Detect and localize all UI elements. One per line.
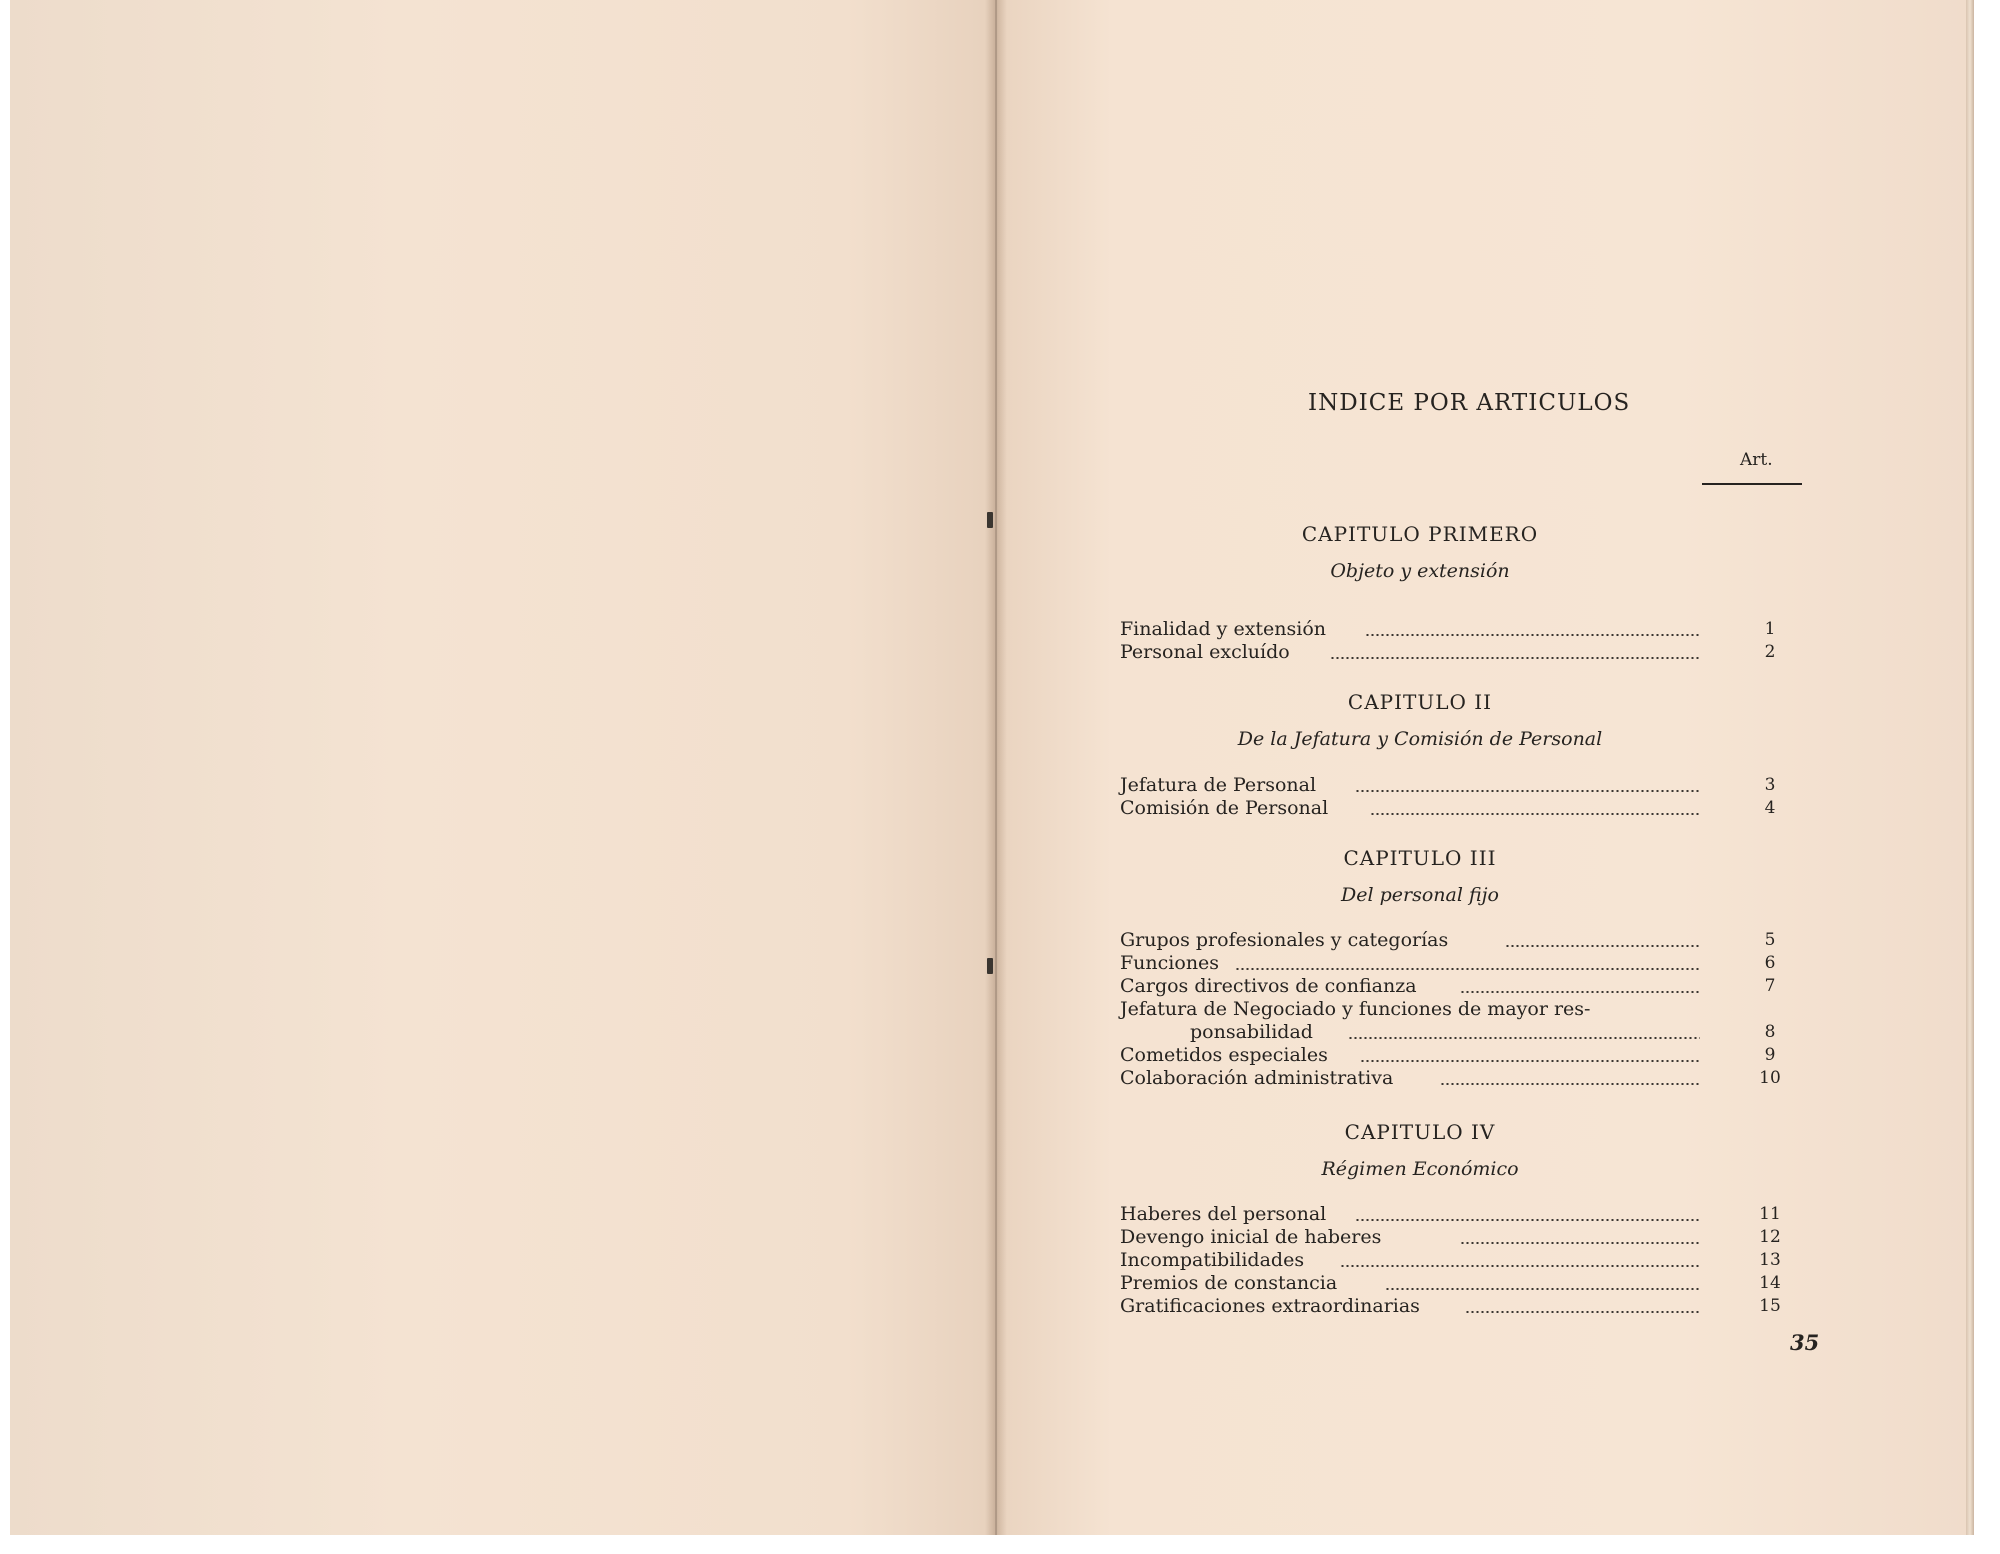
index-entry[interactable] bbox=[1120, 975, 1820, 998]
index-entry[interactable] bbox=[1120, 929, 1820, 952]
entry-list bbox=[1120, 929, 1820, 1090]
article-number: 1 bbox=[1764, 619, 1776, 639]
index-entry[interactable] bbox=[1120, 1249, 1820, 1272]
chapter-subtitle: Régimen Económico bbox=[1321, 1158, 1519, 1180]
index-entry[interactable] bbox=[1120, 1203, 1820, 1226]
left-page-blank bbox=[10, 0, 995, 1535]
entry-text: Colaboración administrativa bbox=[1120, 1067, 1394, 1089]
leader-dots bbox=[1330, 657, 1700, 659]
chapter-heading bbox=[1120, 846, 1720, 906]
article-number: 2 bbox=[1764, 642, 1776, 662]
index-entry[interactable] bbox=[1120, 1272, 1820, 1295]
leader-dots bbox=[1340, 1265, 1700, 1267]
chapter-subtitle: De la Jefatura y Comisión de Personal bbox=[1237, 728, 1603, 750]
entry-text: Incompatibilidades bbox=[1120, 1249, 1305, 1271]
article-column-rule bbox=[1702, 483, 1802, 485]
leader-dots bbox=[1370, 813, 1700, 815]
chapter-title: CAPITULO PRIMERO bbox=[1301, 522, 1539, 546]
article-column-label: Art. bbox=[1740, 450, 1773, 470]
leader-dots bbox=[1235, 968, 1700, 970]
chapter-title: CAPITULO III bbox=[1343, 846, 1497, 870]
article-number: 15 bbox=[1759, 1296, 1781, 1316]
staple bbox=[987, 958, 993, 974]
staple bbox=[987, 512, 993, 528]
article-number: 12 bbox=[1759, 1227, 1781, 1247]
leader-dots bbox=[1465, 1311, 1700, 1313]
article-number: 5 bbox=[1764, 930, 1776, 950]
book-gutter bbox=[985, 0, 1007, 1535]
leader-dots bbox=[1360, 1060, 1700, 1062]
article-number: 11 bbox=[1759, 1204, 1781, 1224]
article-number: 9 bbox=[1764, 1045, 1776, 1065]
leader-dots bbox=[1460, 991, 1700, 993]
entry-text: Jefatura de Personal bbox=[1120, 774, 1317, 796]
article-number: 14 bbox=[1759, 1273, 1781, 1293]
index-entry[interactable] bbox=[1120, 998, 1820, 1021]
entry-text: Cometidos especiales bbox=[1120, 1044, 1328, 1066]
entry-text: Grupos profesionales y categorías bbox=[1120, 929, 1449, 951]
page-edge bbox=[1966, 0, 1974, 1535]
chapter-title: CAPITULO II bbox=[1347, 690, 1493, 714]
article-number: 10 bbox=[1759, 1068, 1781, 1088]
index-entry[interactable] bbox=[1120, 1226, 1820, 1249]
entry-list bbox=[1120, 618, 1820, 664]
leader-dots bbox=[1385, 1288, 1700, 1290]
entry-text: ponsabilidad bbox=[1190, 1021, 1313, 1043]
leader-dots bbox=[1355, 1219, 1700, 1221]
entry-text: Devengo inicial de haberes bbox=[1120, 1226, 1382, 1248]
chapter-subtitle: Del personal fijo bbox=[1341, 884, 1499, 906]
leader-dots bbox=[1440, 1083, 1700, 1085]
entry-text: Premios de constancia bbox=[1120, 1272, 1338, 1294]
index-entry[interactable] bbox=[1120, 1021, 1820, 1044]
index-entry[interactable] bbox=[1120, 618, 1820, 641]
article-number: 7 bbox=[1764, 976, 1776, 996]
entry-text: Gratificaciones extraordinarias bbox=[1120, 1295, 1420, 1317]
index-entry[interactable] bbox=[1120, 797, 1820, 820]
index-entry[interactable] bbox=[1120, 774, 1820, 797]
article-number: 3 bbox=[1764, 775, 1776, 795]
entry-list bbox=[1120, 774, 1820, 820]
chapter-subtitle: Objeto y extensión bbox=[1330, 560, 1510, 582]
entry-text: Jefatura de Negociado y funciones de mayor res- bbox=[1120, 998, 1591, 1020]
leader-dots bbox=[1505, 945, 1700, 947]
entry-text: Personal excluído bbox=[1120, 641, 1290, 663]
chapter-heading bbox=[1120, 1120, 1720, 1180]
entry-list bbox=[1120, 1203, 1820, 1318]
chapter-heading bbox=[1120, 522, 1720, 582]
leader-dots bbox=[1365, 634, 1700, 636]
article-number: 4 bbox=[1764, 798, 1776, 818]
entry-text: Funciones bbox=[1120, 952, 1220, 974]
leader-dots bbox=[1460, 1242, 1700, 1244]
leader-dots bbox=[1348, 1037, 1700, 1039]
index-entry[interactable] bbox=[1120, 641, 1820, 664]
chapter-heading bbox=[1120, 690, 1720, 750]
article-number: 8 bbox=[1764, 1022, 1776, 1042]
entry-text: Cargos directivos de confianza bbox=[1120, 975, 1417, 997]
leader-dots bbox=[1355, 790, 1700, 792]
index-entry[interactable] bbox=[1120, 952, 1820, 975]
index-entry[interactable] bbox=[1120, 1295, 1820, 1318]
index-entry[interactable] bbox=[1120, 1067, 1820, 1090]
entry-text: Haberes del personal bbox=[1120, 1203, 1327, 1225]
article-number: 6 bbox=[1764, 953, 1776, 973]
index-title: INDICE POR ARTICULOS bbox=[1308, 390, 1631, 416]
index-entry[interactable] bbox=[1120, 1044, 1820, 1067]
entry-text: Comisión de Personal bbox=[1120, 797, 1329, 819]
entry-text: Finalidad y extensión bbox=[1120, 618, 1327, 640]
chapter-title: CAPITULO IV bbox=[1344, 1120, 1496, 1144]
article-number: 13 bbox=[1759, 1250, 1781, 1270]
page-number: 35 bbox=[1790, 1330, 1820, 1355]
